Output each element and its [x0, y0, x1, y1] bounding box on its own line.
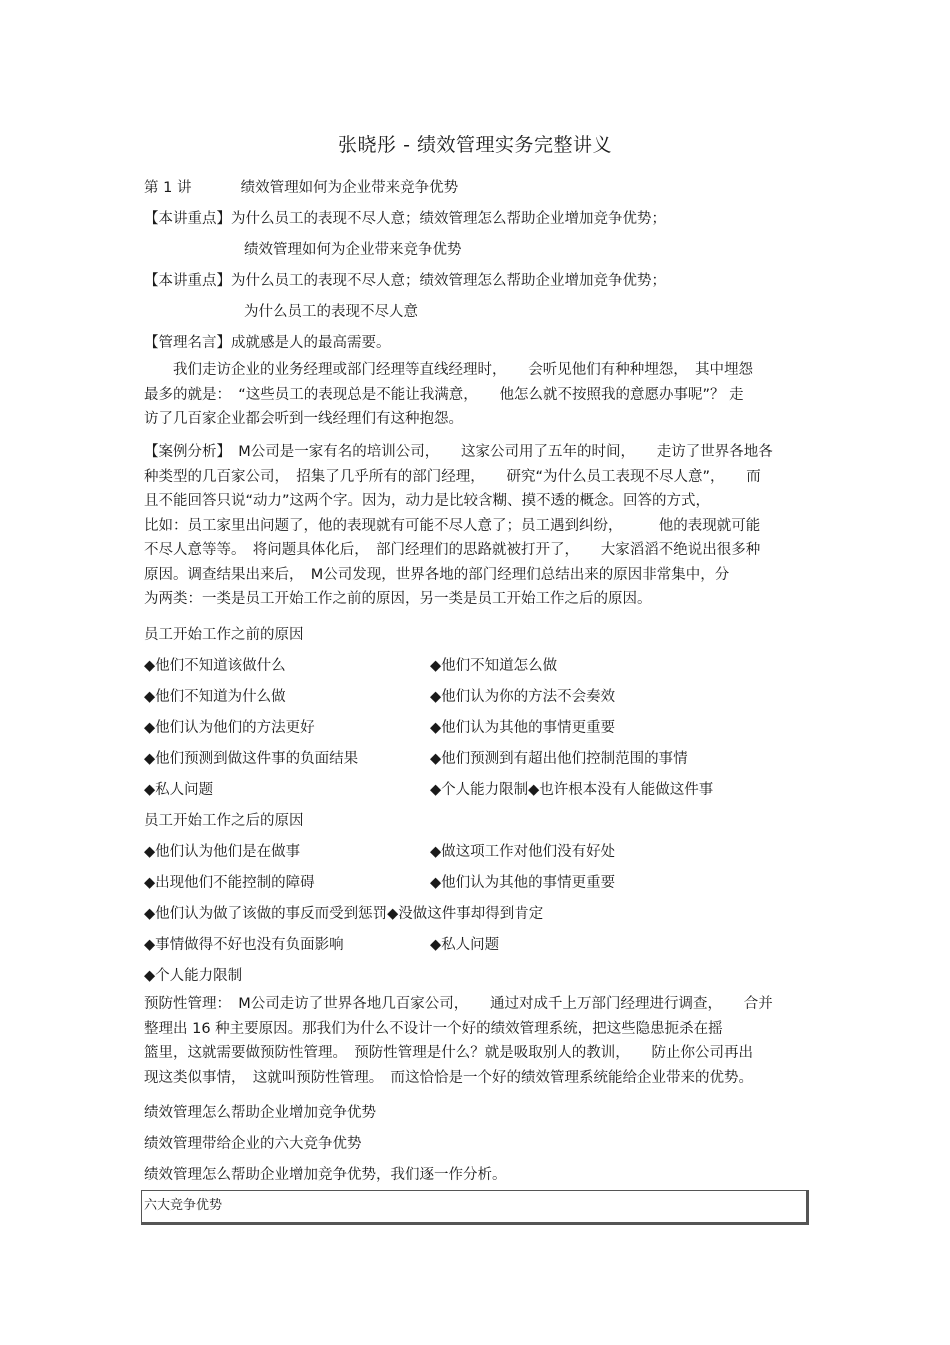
before-item: ◆个人能力限制◆也许根本没有人能做这件事: [430, 782, 714, 798]
document-title: 张晓彤 - 绩效管理实务完整讲义: [338, 134, 612, 156]
before-item: ◆私人问题: [144, 782, 214, 798]
before-item: ◆他们认为其他的事情更重要: [430, 720, 616, 736]
after-item: ◆他们认为他们是在做事: [144, 844, 301, 860]
lecture-topic: 绩效管理如何为企业带来竞争优势: [240, 180, 459, 196]
before-item: ◆他们认为你的方法不会奏效: [430, 689, 616, 705]
before-item: ◆他们预测到做这件事的负面结果: [144, 751, 359, 767]
table-header-cell: 六大竞争优势: [144, 1198, 223, 1213]
case-line: 比如：员工家里出问题了，他的表现就有可能不尽人意了；员工遇到纠纷， 他的表现就可能: [144, 517, 761, 534]
case-line: 不尽人意等等。 将问题具体化后， 部门经理们的思路就被打开了， 大家滔滔不绝说出很多种: [144, 542, 761, 558]
case-line: 【案例分析】 M公司是一家有名的培训公司， 这家公司用了五年的时间， 走访了世界各地各: [144, 444, 773, 460]
before-item: ◆他们不知道为什么做: [144, 689, 286, 705]
focus-line-2: 【本讲重点】为什么员工的表现不尽人意；绩效管理怎么帮助企业增加竞争优势；: [144, 273, 666, 289]
before-item: ◆他们不知道怎么做: [430, 658, 558, 674]
focus-sub-1: 绩效管理如何为企业带来竞争优势: [244, 242, 462, 258]
prevent-line: 预防性管理： M公司走访了世界各地几百家公司， 通过对成千上万部门经理进行调查， 合并: [144, 996, 773, 1012]
management-quote: 【管理名言】成就感是人的最高需要。: [144, 335, 391, 351]
before-heading: 员工开始工作之前的原因: [144, 627, 304, 643]
after-item: ◆做这项工作对他们没有好处: [430, 844, 616, 860]
intro-paragraph: [144, 358, 804, 432]
before-item: ◆他们认为他们的方法更好: [144, 720, 315, 736]
case-line: 原因。调查结果出来后， M公司发现，世界各地的部门经理们总结出来的原因非常集中，分: [144, 566, 730, 583]
prevent-line: 现这类似事情， 这就叫预防性管理。 而这恰恰是一个好的绩效管理系统能给企业带来的优势。: [144, 1069, 753, 1086]
case-line: 且不能回答只说“动力”这两个字。因为，动力是比较含糊、摸不透的概念。回答的方式，: [144, 493, 711, 509]
after-heading: 员工开始工作之后的原因: [144, 813, 304, 829]
focus-sub-2: 为什么员工的表现不尽人意: [244, 304, 418, 320]
after-item: ◆私人问题: [430, 937, 500, 953]
closing-line: 绩效管理带给企业的六大竞争优势: [144, 1136, 362, 1152]
before-item: ◆他们不知道该做什么: [144, 658, 286, 674]
before-item: ◆他们预测到有超出他们控制范围的事情: [430, 751, 688, 767]
lecture-heading: [144, 176, 458, 197]
closing-line: 绩效管理怎么帮助企业增加竞争优势，我们逐一作分析。: [144, 1167, 507, 1183]
intro-line: 我们走访企业的业务经理或部门经理等直线经理时， 会听见他们有种种埋怨， 其中埋怨: [144, 362, 753, 378]
case-paragraph: [144, 440, 804, 612]
after-item: ◆他们认为做了该做的事反而受到惩罚◆没做这件事却得到肯定: [144, 906, 544, 922]
after-item: ◆事情做得不好也没有负面影响: [144, 937, 344, 953]
focus-line-1: 【本讲重点】为什么员工的表现不尽人意；绩效管理怎么帮助企业增加竞争优势；: [144, 211, 666, 227]
intro-line: 访了几百家企业都会听到一线经理们有这种抱怨。: [144, 411, 463, 427]
after-item: ◆他们认为其他的事情更重要: [430, 875, 616, 891]
lecture-number: 第 1 讲: [144, 180, 192, 196]
prevent-line: 篮里，这就需要做预防性管理。 预防性管理是什么？就是吸取别人的教训， 防止你公司再出: [144, 1045, 753, 1061]
case-line: 种类型的几百家公司， 招集了几乎所有的部门经理， 研究“为什么员工表现不尽人意”， 而: [144, 468, 761, 485]
closing-line: 绩效管理怎么帮助企业增加竞争优势: [144, 1105, 376, 1121]
prevent-paragraph: [144, 992, 804, 1090]
case-line: 为两类：一类是员工开始工作之前的原因，另一类是员工开始工作之后的原因。: [144, 591, 652, 607]
after-item: ◆个人能力限制: [144, 968, 243, 984]
prevent-line: 整理出 16 种主要原因。那我们为什么不设计一个好的绩效管理系统，把这些隐患扼杀在摇: [144, 1020, 723, 1037]
after-item: ◆出现他们不能控制的障碍: [144, 875, 315, 891]
intro-line: 最多的就是： “这些员工的表现总是不能让我满意， 他怎么就不按照我的意愿办事呢”？ 走: [144, 386, 744, 403]
advantages-table: [141, 1190, 809, 1225]
